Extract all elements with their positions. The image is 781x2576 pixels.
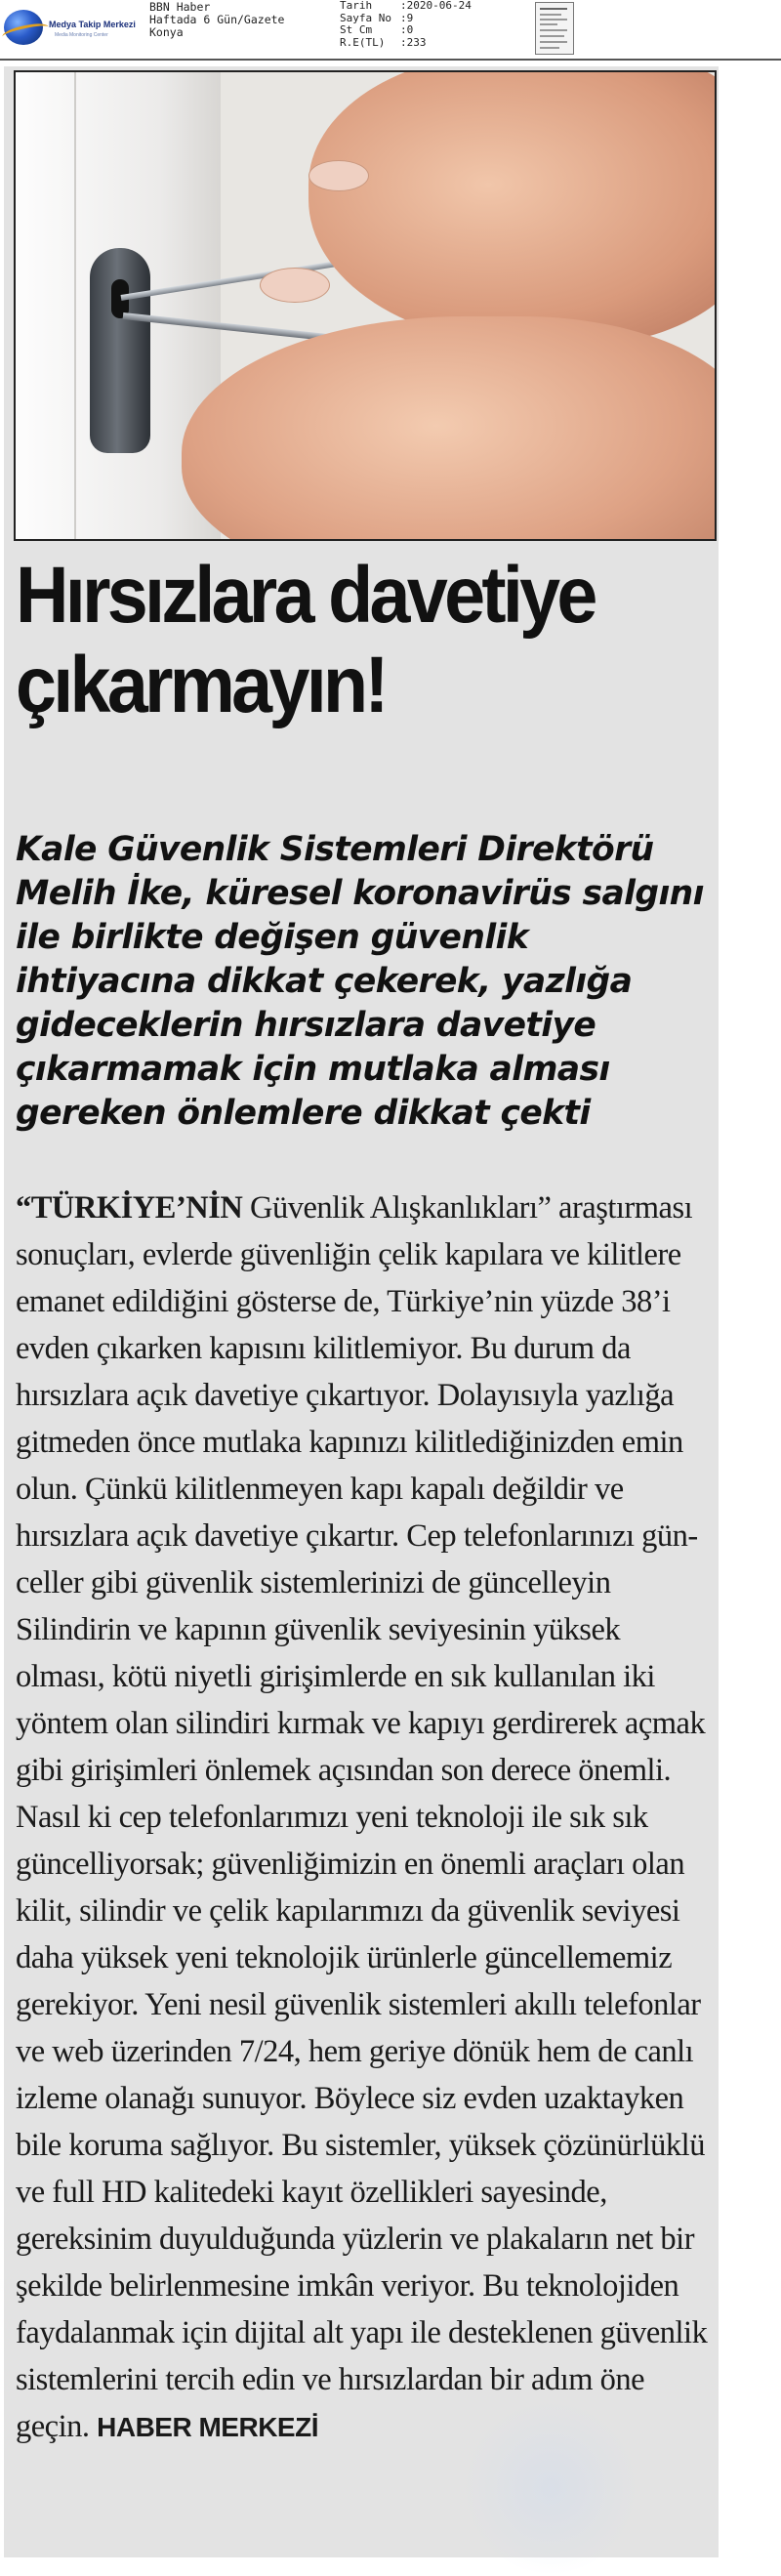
media-monitoring-logo bbox=[4, 6, 148, 49]
publication-name: BBN Haber bbox=[149, 0, 211, 14]
meta-row-date bbox=[340, 0, 472, 13]
meta-key: St Cm bbox=[340, 23, 373, 36]
meta-value: :0 bbox=[400, 23, 414, 36]
article-body bbox=[16, 1184, 713, 2451]
publication-frequency: Haftada 6 Gün/Gazete bbox=[149, 13, 285, 26]
article-signature: HABER MERKEZİ bbox=[97, 2412, 318, 2442]
logo-name: Medya Takip Merkezi bbox=[49, 20, 136, 29]
article-text: Güvenlik Alışkanlıkları” araştırması sonuçları, evlerde güvenliğin çelik kapılara ve kilitlere emanet edildiğini gösterse de, Türkiye’nin yüzde 38’i evden çıkarken kapısını kilitlemiyor. Bu durum da hırsızlara açık davetiye çıkartıyor. Dolayısıyla yazlığa gitmeden önce mutlaka kapınızı kilitlediğinizden emin olun. Çünkü kilitlenmeyen kapı kapalı değildir ve hırsızlara açık davetiye çıkartır. Cep telefonlarınızı günceller gibi güvenlik sistemlerinizi de güncelleyin Silindirin ve kapının güvenlik seviyesinin yüksek olması, kötü niyetli girişimlerde en sık kullanılan iki yöntem olan silindiri kırmak ve kapıyı gerdirerek açmak gibi girişimleri önlemek açısından son derece önemli. Nasıl ki cep telefonlarımızı yeni teknoloji ile sık sık güncelliyorsak; güvenliğimizin en önemli araçları olan kilit, silindir ve çelik kapılarımızı da güvenlik seviyesi daha yüksek yeni teknolojik ürünlerle güncellememiz gerekiyor. Yeni nesil güvenlik sistemleri akıllı telefonlar ve web üzerinden 7/24, hem geriye dönük hem de canlı izleme olanağı sunuyor. Böylece siz evden uzaktayken bile koruma sağlıyor. Bu sistemler, yüksek çözünürlüklü ve full HD kalitedeki kayıt özellikleri sayesinde, gereksinim duyulduğunda yüzlerin ve plakaların net bir şekilde belirlenmesine imkân veriyor. Bu teknolojiden faydalanmak için dijital alt yapı ile desteklenen güvenlik sistemlerini tercih edin ve hırsızlardan bir adım öne geçin. bbox=[16, 1190, 708, 2444]
article-lead: “TÜRKİYE’NİN bbox=[16, 1190, 243, 1226]
meta-key: R.E(TL) bbox=[340, 35, 386, 49]
meta-row-value bbox=[340, 37, 472, 50]
meta-key: Sayfa No bbox=[340, 11, 391, 24]
fingernail bbox=[260, 268, 330, 303]
meta-value: :233 bbox=[400, 35, 427, 49]
news-article bbox=[4, 66, 719, 2557]
article-spot: Kale Güvenlik Sistemleri Direktörü Melih İke, küresel koronavirüs salgını ile birlikte değişen güvenlik ihtiyacına dikkat çekerek, yazlığa gideceklerin hırsızlara davetiye çıkarmamak için mutlaka alması gereken önlemlere dikkat çekti bbox=[16, 830, 704, 1133]
article-headline: Hırsızlara davetiye çıkarmayın! bbox=[16, 551, 595, 729]
upper-hand bbox=[308, 70, 717, 346]
clipping-header bbox=[0, 0, 781, 61]
publication-info bbox=[149, 1, 284, 39]
logo-subtext: Media Monitoring Center bbox=[55, 32, 108, 38]
publication-city: Konya bbox=[149, 25, 184, 39]
fingernail bbox=[308, 160, 369, 191]
page-thumbnail[interactable] bbox=[535, 2, 574, 55]
meta-key: Tarih bbox=[340, 0, 373, 12]
article-photo bbox=[14, 70, 717, 541]
meta-row-size bbox=[340, 24, 472, 37]
clipping-meta bbox=[340, 0, 472, 49]
meta-value: :9 bbox=[400, 11, 414, 24]
meta-value: :2020-06-24 bbox=[400, 0, 472, 12]
watermark bbox=[463, 2400, 638, 2576]
lower-hand bbox=[182, 316, 717, 541]
door-edge bbox=[74, 72, 76, 539]
